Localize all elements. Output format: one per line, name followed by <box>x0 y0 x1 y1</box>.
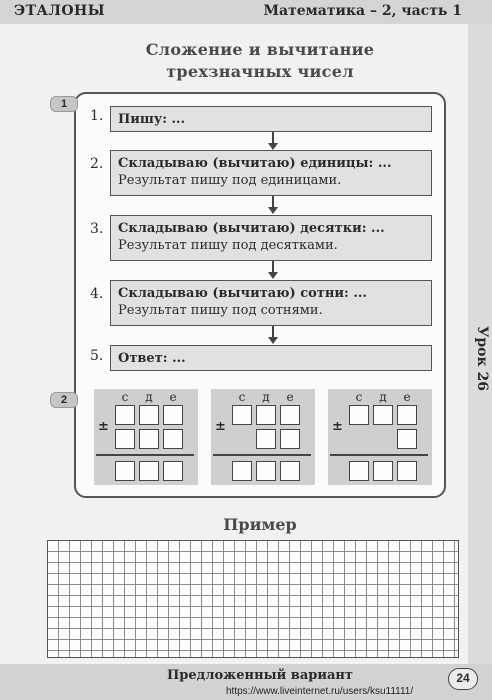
digit-cell[interactable] <box>163 429 183 449</box>
digit-cell[interactable] <box>373 405 393 425</box>
sum-line <box>330 454 428 456</box>
section-tag-1: 1 <box>50 96 78 112</box>
step-box-1 <box>110 106 432 132</box>
plus-minus-sign: ± <box>98 419 109 434</box>
digit-cell[interactable] <box>256 429 276 449</box>
step-5-text: Ответ: ... <box>118 351 186 366</box>
column-letter-hundreds: с <box>121 390 129 404</box>
result-cell[interactable] <box>349 461 369 481</box>
step-box-5 <box>110 345 432 371</box>
page-title-line1: Сложение и вычитание <box>145 40 375 59</box>
plus-minus-sign: ± <box>332 419 343 434</box>
digit-cell[interactable] <box>397 405 417 425</box>
step-number-4: 4. <box>90 286 104 302</box>
digit-cell[interactable] <box>115 429 135 449</box>
digit-cell[interactable] <box>139 429 159 449</box>
step-box-4 <box>110 280 432 326</box>
column-letter-tens: д <box>379 390 387 404</box>
digit-cell[interactable] <box>397 429 417 449</box>
digit-cell[interactable] <box>139 405 159 425</box>
step-box-3 <box>110 215 432 261</box>
column-letter-hundreds: с <box>238 390 246 404</box>
page-title-line2: трехзначных чисел <box>166 62 354 81</box>
step-number-1: 1. <box>90 108 104 124</box>
digit-cell[interactable] <box>256 405 276 425</box>
arrow-down-icon <box>268 143 278 150</box>
header-section-label: ЭТАЛОНЫ <box>14 3 106 19</box>
step-2-detail: Результат пишу под единицами. <box>118 173 342 188</box>
digit-cell[interactable] <box>115 405 135 425</box>
column-letter-units: е <box>286 390 294 404</box>
digit-cell[interactable] <box>349 405 369 425</box>
digit-cell[interactable] <box>280 405 300 425</box>
step-3-title: Складываю (вычитаю) десятки: ... <box>118 221 385 236</box>
digit-cell[interactable] <box>280 429 300 449</box>
example-heading: Пример <box>223 515 297 534</box>
result-cell[interactable] <box>373 461 393 481</box>
result-cell[interactable] <box>115 461 135 481</box>
step-2-title: Складываю (вычитаю) единицы: ... <box>118 156 392 171</box>
lesson-label: Урок 26 <box>474 325 490 391</box>
digit-cell[interactable] <box>163 405 183 425</box>
step-number-2: 2. <box>90 156 104 172</box>
step-1-text: Пишу: ... <box>118 112 186 127</box>
arrow-down-icon <box>268 207 278 214</box>
result-cell[interactable] <box>280 461 300 481</box>
result-cell[interactable] <box>163 461 183 481</box>
step-box-2 <box>110 150 432 196</box>
footer-title: Предложенный вариант <box>167 668 353 683</box>
result-cell[interactable] <box>139 461 159 481</box>
step-number-3: 3. <box>90 221 104 237</box>
result-cell[interactable] <box>397 461 417 481</box>
column-example-1 <box>94 389 198 485</box>
step-3-detail: Результат пишу под десятками. <box>118 238 338 253</box>
column-letter-hundreds: с <box>355 390 363 404</box>
sum-line <box>96 454 194 456</box>
column-example-3 <box>328 389 432 485</box>
step-4-detail: Результат пишу под сотнями. <box>118 303 323 318</box>
watermark-url: https://www.liveinternet.ru/users/ksu11111/ <box>226 686 414 697</box>
arrow-down-icon <box>268 272 278 279</box>
digit-cell[interactable] <box>232 405 252 425</box>
header-book-title: Математика – 2, часть 1 <box>263 3 462 19</box>
arrow-down-icon <box>268 337 278 344</box>
column-letter-tens: д <box>262 390 270 404</box>
step-4-title: Складываю (вычитаю) сотни: ... <box>118 286 367 301</box>
graph-paper-area[interactable] <box>47 540 459 658</box>
section-tag-2: 2 <box>50 392 78 408</box>
result-cell[interactable] <box>232 461 252 481</box>
sum-line <box>213 454 311 456</box>
result-cell[interactable] <box>256 461 276 481</box>
plus-minus-sign: ± <box>215 419 226 434</box>
column-letter-tens: д <box>145 390 153 404</box>
column-letter-units: е <box>403 390 411 404</box>
page-number: 24 <box>448 668 478 690</box>
step-number-5: 5. <box>90 348 104 364</box>
header-bar <box>0 0 492 24</box>
column-example-2 <box>211 389 315 485</box>
column-letter-units: е <box>169 390 177 404</box>
